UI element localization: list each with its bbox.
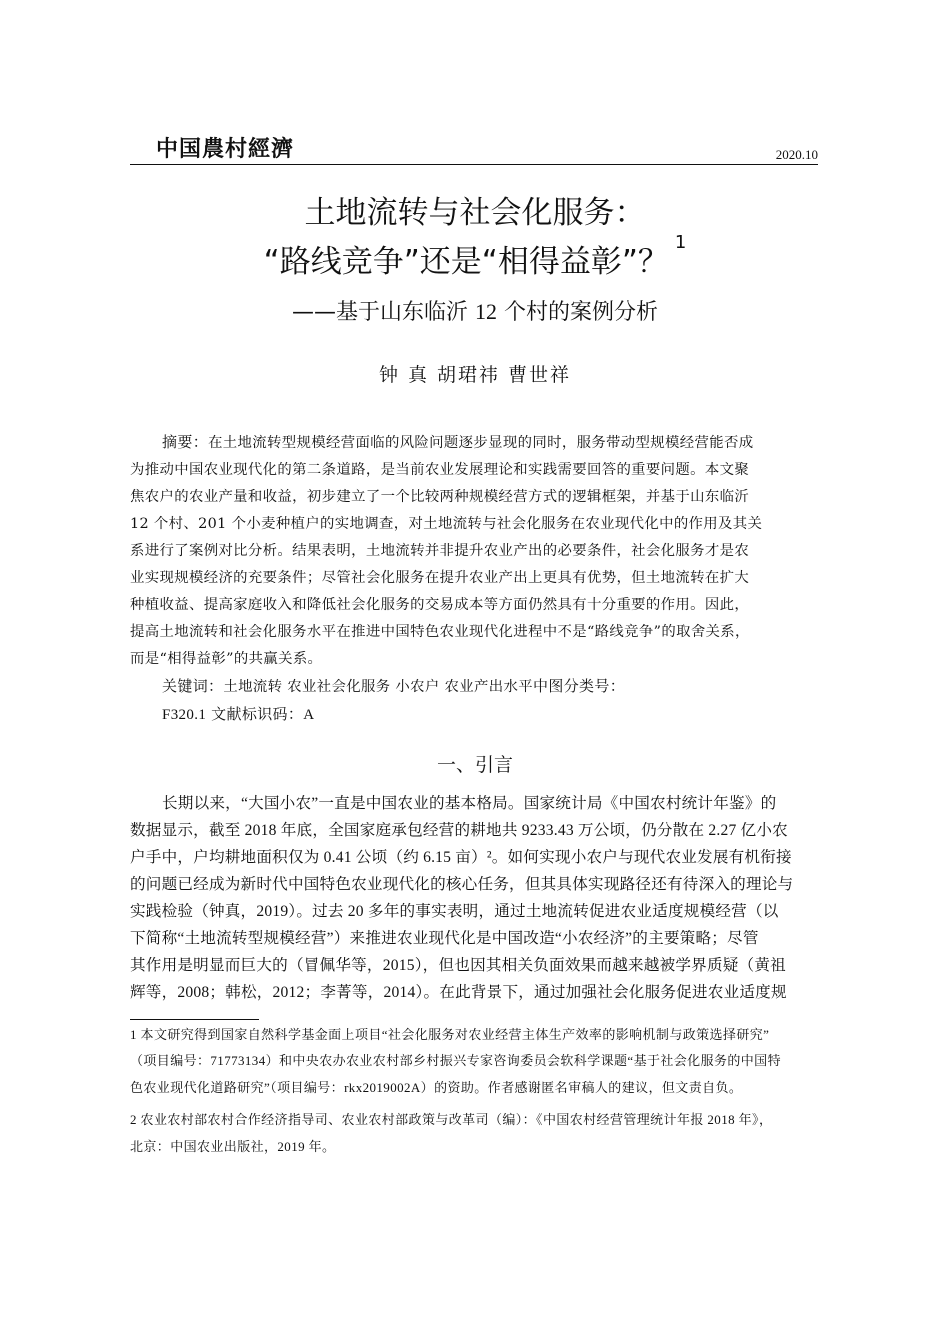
abstract-line: 焦农户的农业产量和收益，初步建立了一个比较两种规模经营方式的逻辑框架，并基于山东临沂 — [130, 489, 750, 505]
abstract-line — [162, 431, 753, 452]
body-line: 实践检验（钟真，2019）。过去 20 多年的事实表明，通过土地流转促进农业适度规模经营（以 — [130, 903, 779, 920]
abstract-text: 在土地流转型规模经营面临的风险问题逐步显现的同时，服务带动型规模经营能否成 — [208, 435, 754, 451]
subtitle-suffix: 个村的案例分析 — [504, 300, 659, 325]
title-line-2-text: “路线竞争”还是“相得益彰”？ — [263, 244, 669, 280]
doc-code-label: 文献标识码： — [211, 705, 304, 723]
section-heading-introduction: 一、引言 — [436, 754, 513, 776]
abstract-line: 提高土地流转和社会化服务水平在推进中国特色农业现代化进程中不是“路线竞争”的取舍关系， — [130, 624, 750, 640]
abstract-line: 而是“相得益彰”的共赢关系。 — [130, 651, 323, 667]
keywords-line — [162, 675, 625, 696]
subtitle-number: 12 — [475, 299, 497, 324]
title-footnote-marker[interactable]: 1 — [674, 232, 687, 253]
body-line: 下简称“土地流转型规模经营”）来推进农业现代化是中国改造“小农经济”的主要策略；尽管 — [130, 930, 759, 947]
issue-date: 2020.10 — [775, 147, 818, 162]
footnote-1-line: 色农业现代化道路研究”（项目编号：rkx2019002A）的资助。作者感谢匿名审稿人的建议，但文责自负。 — [130, 1080, 743, 1095]
clc-label: 中图分类号： — [533, 677, 626, 695]
footnote-1-line: （项目编号：71773134）和中央农办农业农村部乡村振兴专家咨询委员会软科学课题“基于社会化服务的中国特 — [130, 1053, 781, 1068]
abstract-line: 业实现规模经济的充要条件；尽管社会化服务在提升农业产出上更具有优势，但土地流转在扩大 — [130, 570, 750, 586]
subtitle-prefix: ——基于山东临沂 — [291, 300, 468, 325]
footnote-2-line: 北京：中国农业出版社，2019 年。 — [130, 1139, 336, 1154]
authors: 钟 真 胡珺祎 曹世祥 — [378, 364, 572, 386]
body-line: 长期以来，“大国小农”一直是中国农业的基本格局。国家统计局《中国农村统计年鉴》的 — [162, 795, 777, 812]
title-line-1: 土地流转与社会化服务： — [304, 195, 646, 231]
doc-code-value: A — [303, 707, 315, 723]
body-line: 其作用是明显而巨大的（冒佩华等，2015），但也因其相关负面效果而越来越被学界质疑（黄祖 — [130, 957, 786, 974]
footnote-divider — [130, 1019, 259, 1020]
body-line: 辉等，2008；韩松，2012；李菁等，2014）。在此背景下，通过加强社会化服务促进农业适度规 — [130, 984, 787, 1001]
footnote-2-line: 2 农业农村部农村合作经济指导司、农业农村部政策与改革司（编）：《中国农村经营管理统计年报 2018 年》， — [130, 1112, 773, 1127]
keywords-value: 土地流转 农业社会化服务 小农户 农业产出水平 — [223, 679, 533, 695]
title-line-2 — [0, 232, 950, 281]
journal-header — [130, 130, 818, 165]
abstract-line: 12 个村、201 个小麦种植户的实地调查，对土地流转与社会化服务在农业现代化中的作用及其关 — [130, 516, 763, 532]
subtitle — [0, 295, 950, 326]
keywords-label: 关键词： — [162, 677, 224, 695]
body-line: 数据显示，截至 2018 年底，全国家庭承包经营的耕地共 9233.43 万公顷，仍分散在 2.27 亿小农 — [130, 822, 788, 839]
body-line: 户手中，户均耕地面积仅为 0.41 公顷（约 6.15 亩）²。如何实现小农户与现代农业发展有机衔接 — [130, 849, 792, 866]
clc-value: F320.1 — [162, 707, 207, 723]
journal-logo: 中国農村經濟 — [156, 136, 295, 162]
footnote-1-line: 1 本文研究得到国家自然科学基金面上项目“社会化服务对农业经营主体生产效率的影响机制与政策选择研究” — [130, 1027, 770, 1042]
body-line: 的问题已经成为新时代中国特色农业现代化的核心任务，但其具体实现路径还有待深入的理论与 — [130, 876, 794, 893]
abstract-line: 为推动中国农业现代化的第二条道路，是当前农业发展理论和实践需要回答的重要问题。本文聚 — [130, 462, 750, 478]
abstract-line: 种植收益、提高家庭收入和降低社会化服务的交易成本等方面仍然具有十分重要的作用。因此， — [130, 597, 750, 613]
classification-line — [162, 703, 314, 724]
abstract-line: 系进行了案例对比分析。结果表明，土地流转并非提升农业产出的必要条件，社会化服务才是农 — [130, 543, 750, 559]
abstract-label: 摘要： — [162, 433, 209, 451]
